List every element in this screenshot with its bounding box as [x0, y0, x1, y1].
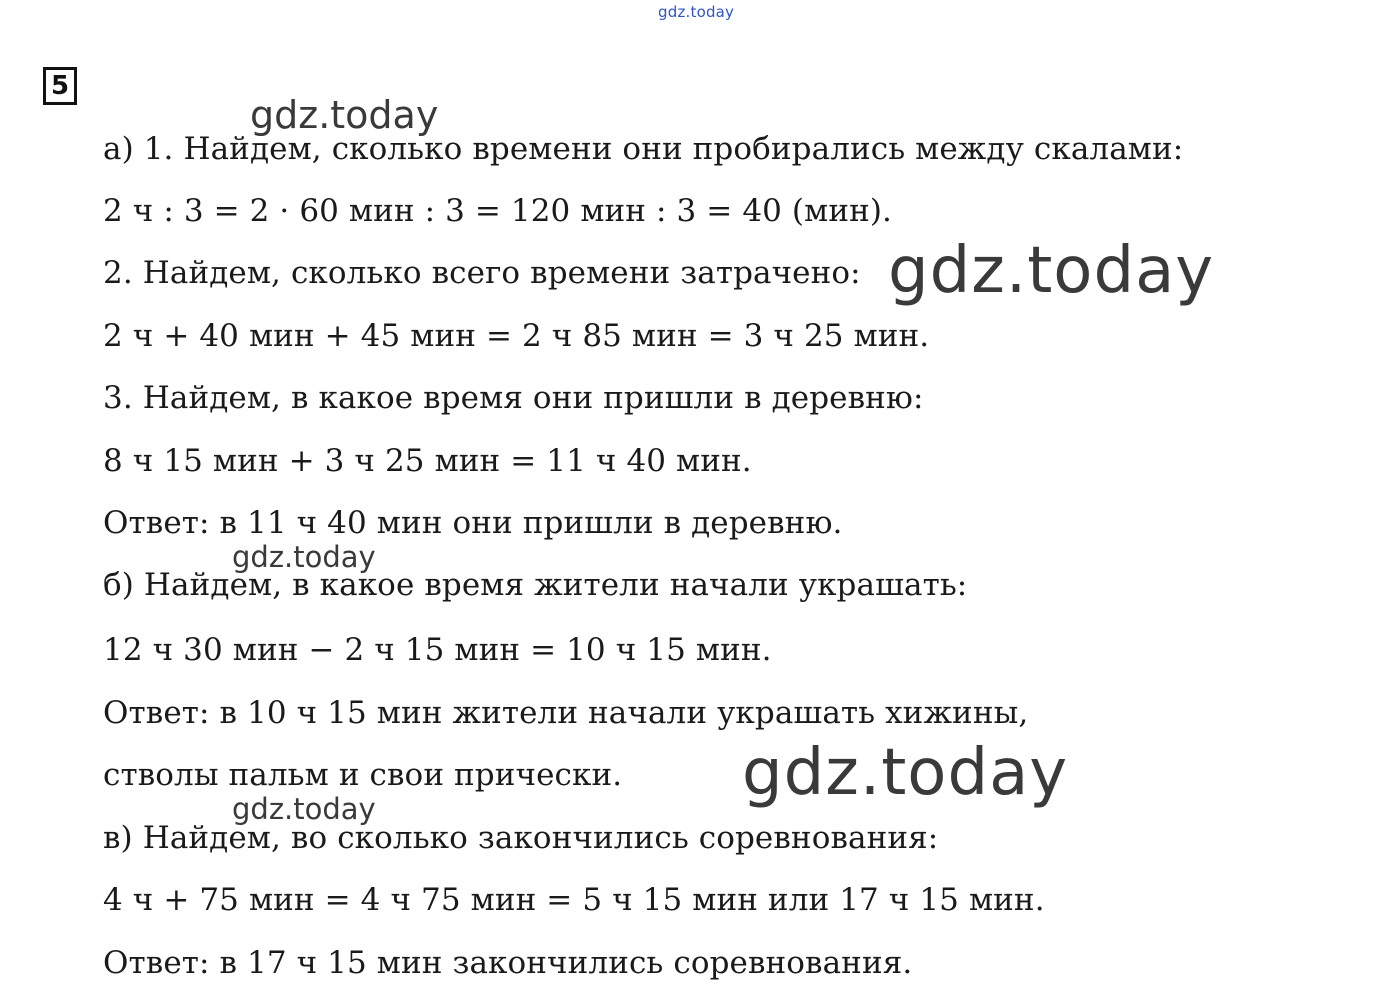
task-number-box: 5	[43, 67, 77, 105]
header-watermark: gdz.today	[658, 3, 735, 21]
solution-line-2: 2 ч : 3 = 2 · 60 мин : 3 = 120 мин : 3 = 40 (мин).	[103, 193, 893, 229]
answer-line-b1: Ответ: в 10 ч 15 мин жители начали украшать хижины,	[103, 695, 1029, 731]
watermark-2: gdz.today	[888, 234, 1215, 308]
watermark-3: gdz.today	[232, 540, 376, 574]
watermark-5: gdz.today	[232, 792, 376, 826]
solution-line-b1: б) Найдем, в какое время жители начали украшать:	[103, 567, 968, 603]
answer-line-c: Ответ: в 17 ч 15 мин закончились соревнования.	[103, 945, 913, 981]
solution-line-3: 2. Найдем, сколько всего времени затрачено:	[103, 255, 861, 291]
watermark-4: gdz.today	[742, 736, 1069, 810]
solution-line-6: 8 ч 15 мин + 3 ч 25 мин = 11 ч 40 мин.	[103, 443, 752, 479]
solution-line-4: 2 ч + 40 мин + 45 мин = 2 ч 85 мин = 3 ч 25 мин.	[103, 318, 930, 354]
solution-line-b2: 12 ч 30 мин − 2 ч 15 мин = 10 ч 15 мин.	[103, 632, 772, 668]
watermark-1: gdz.today	[250, 93, 439, 137]
answer-line-b2: стволы пальм и свои прически.	[103, 757, 623, 793]
solution-line-c1: в) Найдем, во сколько закончились соревнования:	[103, 820, 939, 856]
answer-line-a: Ответ: в 11 ч 40 мин они пришли в деревню.	[103, 505, 843, 541]
solution-line-c2: 4 ч + 75 мин = 4 ч 75 мин = 5 ч 15 мин или 17 ч 15 мин.	[103, 882, 1045, 918]
solution-line-1: а) 1. Найдем, сколько времени они пробирались между скалами:	[103, 131, 1184, 167]
solution-line-5: 3. Найдем, в какое время они пришли в деревню:	[103, 380, 924, 416]
